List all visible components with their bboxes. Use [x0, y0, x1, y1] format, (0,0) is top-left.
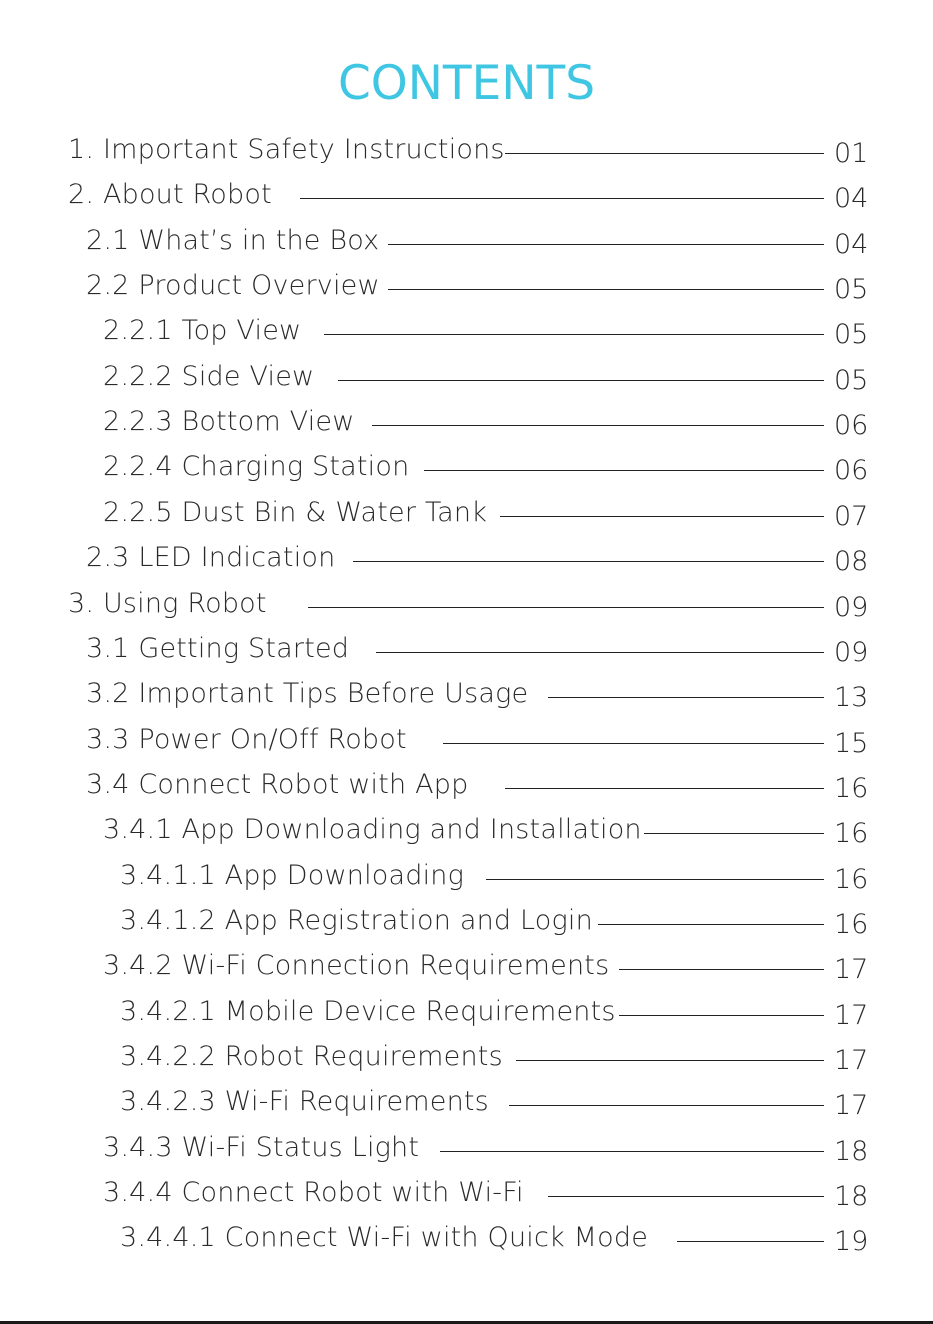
toc-leader-line — [424, 470, 824, 471]
toc-entry-label: 2.2 Product Overview — [86, 270, 380, 302]
toc-page-number: 15 — [834, 727, 869, 759]
toc-entry[interactable] — [0, 723, 933, 768]
toc-entry-label: 3.4.4 Connect Robot with Wi-Fi — [103, 1177, 524, 1209]
toc-leader-line — [619, 969, 824, 970]
toc-page-number: 16 — [834, 818, 869, 850]
toc-entry[interactable] — [0, 133, 933, 178]
toc-leader-line — [353, 561, 824, 562]
toc-entry-label: 2.3 LED Indication — [86, 542, 336, 574]
toc-leader-line — [500, 516, 824, 517]
toc-page-number: 17 — [834, 954, 869, 986]
toc-page-number: 16 — [834, 772, 869, 804]
toc-entry[interactable] — [0, 224, 933, 269]
toc-leader-line — [443, 743, 824, 744]
toc-page-number: 16 — [834, 863, 869, 895]
toc-leader-line — [324, 334, 824, 335]
toc-entry-label: 2.2.2 Side View — [103, 360, 315, 392]
toc-leader-line — [308, 607, 824, 608]
toc-leader-line — [548, 1196, 824, 1197]
toc-page-number: 05 — [834, 274, 869, 306]
toc-leader-line — [516, 1060, 824, 1061]
toc-page-number: 17 — [834, 1045, 869, 1076]
toc-leader-line — [388, 244, 824, 245]
toc-leader-line — [300, 198, 824, 199]
toc-entry[interactable] — [0, 541, 933, 586]
toc-leader-line — [505, 788, 824, 789]
toc-entry-label: 1. Important Safety Instructions — [68, 134, 505, 165]
toc-entry[interactable] — [0, 768, 933, 813]
toc-entry[interactable] — [0, 677, 933, 722]
toc-leader-line — [388, 289, 824, 290]
toc-entry[interactable] — [0, 949, 933, 994]
toc-leader-line — [486, 879, 824, 880]
toc-entry-label: 3. Using Robot — [68, 587, 267, 619]
toc-page-number: 18 — [834, 1135, 869, 1167]
toc-entry-label: 3.4 Connect Robot with App — [86, 768, 469, 800]
toc-page-number: 17 — [834, 1090, 869, 1122]
toc-entry-label: 3.4.2 Wi-Fi Connection Requirements — [103, 950, 610, 982]
toc-page-number: 13 — [834, 682, 869, 714]
toc-entry-label: 2.2.1 Top View — [103, 315, 302, 347]
toc-entry[interactable] — [0, 450, 933, 495]
toc-page-number: 09 — [834, 591, 869, 623]
toc-entry-label: 3.4.4.1 Connect Wi-Fi with Quick Mode — [120, 1222, 649, 1254]
toc-entry-label: 2.1 What’s in the Box — [86, 224, 380, 256]
toc-entry-label: 2.2.3 Bottom View — [103, 406, 355, 438]
toc-entry-label: 3.4.2.1 Mobile Device Requirements — [120, 995, 616, 1027]
toc-page-number: 17 — [834, 999, 869, 1031]
toc-page-number: 08 — [834, 546, 869, 578]
toc-entry-label: 2.2.5 Dust Bin & Water Tank — [103, 496, 488, 528]
toc-entry-label: 3.4.2.3 Wi-Fi Requirements — [120, 1086, 489, 1118]
toc-entry-label: 2.2.4 Charging Station — [103, 451, 410, 483]
toc-page-number: 18 — [834, 1181, 869, 1213]
toc-leader-line — [619, 1015, 824, 1016]
toc-entry[interactable] — [0, 632, 933, 677]
toc-leader-line — [376, 652, 824, 653]
toc-entry[interactable] — [0, 904, 933, 949]
toc-leader-line — [338, 380, 824, 381]
toc-page-number: 06 — [834, 410, 869, 442]
toc-entry[interactable] — [0, 314, 933, 359]
toc-entry[interactable] — [0, 178, 933, 223]
toc-entry-label: 3.3 Power On/Off Robot — [86, 723, 407, 755]
toc-entry-label: 3.4.2.2 Robot Requirements — [120, 1041, 503, 1072]
toc-page-number: 04 — [834, 228, 869, 260]
toc-leader-line — [598, 924, 824, 925]
toc-leader-line — [644, 833, 824, 834]
toc-leader-line — [509, 1105, 824, 1106]
toc-entry[interactable] — [0, 1040, 933, 1085]
toc-entry-label: 2. About Robot — [68, 179, 272, 211]
toc-entry[interactable] — [0, 995, 933, 1040]
toc-leader-line — [372, 425, 824, 426]
toc-page-number: 19 — [834, 1226, 869, 1258]
toc-page-number: 01 — [834, 138, 869, 169]
toc-entry[interactable] — [0, 1221, 933, 1266]
toc-entry[interactable] — [0, 496, 933, 541]
toc-entry-label: 3.1 Getting Started — [86, 632, 350, 664]
toc-entry[interactable] — [0, 1176, 933, 1221]
toc-entry[interactable] — [0, 1085, 933, 1130]
toc-entry-label: 3.2 Important Tips Before Usage — [86, 678, 529, 710]
toc-entry-label: 3.4.1 App Downloading and Installation — [103, 814, 642, 846]
toc-page-number: 06 — [834, 455, 869, 487]
toc-entry-label: 3.4.1.2 App Registration and Login — [120, 904, 593, 936]
toc-leader-line — [548, 697, 824, 698]
toc-entry[interactable] — [0, 813, 933, 858]
toc-entry-label: 3.4.1.1 App Downloading — [120, 859, 464, 891]
toc-entry[interactable] — [0, 269, 933, 314]
toc-leader-line — [677, 1241, 824, 1242]
toc-page-number: 09 — [834, 636, 869, 668]
toc-entry[interactable] — [0, 587, 933, 632]
toc-page-number: 16 — [834, 908, 869, 940]
toc-leader-line — [505, 153, 824, 154]
toc-page-number: 05 — [834, 364, 869, 396]
toc-page-number: 05 — [834, 319, 869, 351]
toc-page-number: 04 — [834, 183, 869, 215]
page-title: CONTENTS — [337, 56, 596, 111]
toc-leader-line — [440, 1151, 824, 1152]
toc-entry-label: 3.4.3 Wi-Fi Status Light — [103, 1131, 420, 1163]
toc-entry[interactable] — [0, 859, 933, 904]
toc-entry[interactable] — [0, 1131, 933, 1176]
toc-page-number: 07 — [834, 500, 869, 532]
toc-entry[interactable] — [0, 405, 933, 450]
toc-entry[interactable] — [0, 360, 933, 405]
